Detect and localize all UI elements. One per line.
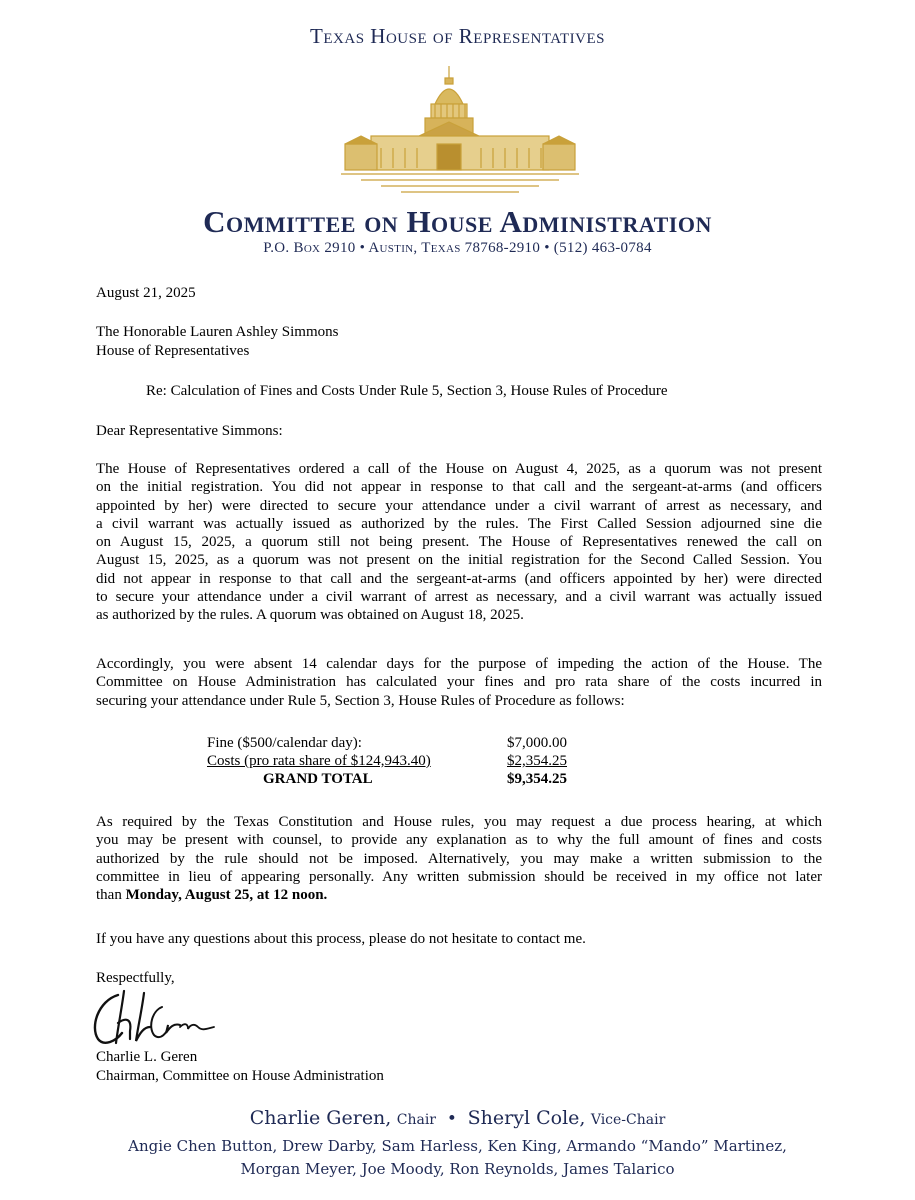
paragraph-2 [96, 655, 822, 710]
fine-row [207, 734, 567, 752]
signer-name: Charlie L. Geren [96, 1049, 198, 1065]
paragraph-1 [96, 460, 822, 625]
response-deadline: Monday, August 25, at 12 noon. [125, 887, 328, 904]
paragraph-3-prefix: than [96, 887, 122, 904]
paragraph-3-line: authorized by the rule should not be imposed. Alternatively, you may make a written submission to the [96, 850, 822, 867]
committee-title: Committee on House Administration [203, 204, 712, 239]
signature [88, 987, 218, 1049]
costs-label: Costs (pro rata share of $124,943.40) [207, 753, 431, 769]
paragraph-1-line: on the initial registration. You did not appear in response to that call and the sergeant-at-arms (and officers [96, 479, 822, 496]
chair-name: Charlie Geren, [249, 1107, 392, 1129]
paragraph-3-line: you may be present with counsel, to provide any explanation as to why the full amount of fines and costs [96, 832, 822, 849]
vice-chair-role: Vice-Chair [590, 1112, 666, 1128]
subject-line: Re: Calculation of Fines and Costs Under Rule 5, Section 3, House Rules of Procedure [146, 383, 668, 399]
footer-separator: • [446, 1109, 457, 1129]
members-line-1: Angie Chen Button, Drew Darby, Sam Harless, Ken King, Armando “Mando” Martinez, [128, 1137, 787, 1155]
paragraph-1-line: a civil warrant was actually issued as authorized by the rules. The First Called Session adjourned sine die [96, 515, 822, 532]
members-line-2: Morgan Meyer, Joe Moody, Ron Reynolds, James Talarico [240, 1160, 675, 1178]
total-row [207, 770, 567, 788]
paragraph-3-line [96, 886, 822, 904]
committee-address: P.O. Box 2910 • Austin, Texas 78768-2910 • (512) 463-0784 [263, 240, 652, 256]
footer-chairs [0, 1107, 915, 1129]
letter-date: August 21, 2025 [96, 285, 196, 301]
closing: Respectfully, [96, 970, 175, 986]
fees-table [207, 734, 567, 788]
paragraph-2-line: securing your attendance under Rule 5, Section 3, House Rules of Procedure as follows: [96, 692, 625, 709]
chair-role: Chair [396, 1112, 436, 1128]
paragraph-1-line: appointed by her) were directed to secure your attendance under a civil warrant of arrest as necessary, and [96, 497, 822, 514]
paragraph-3-line: committee in lieu of appearing personally. Any written submission should be received in my office not later [96, 868, 822, 885]
salutation: Dear Representative Simmons: [96, 423, 283, 439]
paragraph-1-line: as authorized by the rules. A quorum was obtained on August 18, 2025. [96, 607, 524, 624]
vice-chair-name: Sheryl Cole, [467, 1107, 586, 1129]
paragraph-1-line: The House of Representatives ordered a call of the House on August 4, 2025, as a quorum was not present [96, 461, 822, 477]
footer-members [0, 1135, 915, 1181]
paragraph-1-line: on August 15, 2025, a quorum still not being present. The House of Representatives renewed the call on [96, 534, 822, 551]
paragraph-1-line: to secure your attendance under a civil warrant of arrest as necessary, and a civil warrant was actually issued [96, 589, 822, 606]
fine-label: Fine ($500/calendar day): [207, 735, 362, 751]
capitol-building-icon [341, 64, 579, 196]
house-title: Texas House of Representatives [310, 24, 605, 48]
paragraph-3 [96, 813, 822, 904]
signer-title: Chairman, Committee on House Administration [96, 1068, 384, 1084]
paragraph-4: If you have any questions about this process, please do not hesitate to contact me. [96, 931, 586, 947]
fine-amount: $7,000.00 [507, 735, 567, 751]
recipient-name: The Honorable Lauren Ashley Simmons [96, 324, 339, 340]
paragraph-2-line: Committee on House Administration has calculated your fines and pro rata share of the costs incurred in [96, 674, 822, 691]
paragraph-2-line: Accordingly, you were absent 14 calendar days for the purpose of impeding the action of the House. The [96, 656, 822, 672]
paragraph-1-line: August 15, 2025, as a quorum was not present on the initial registration for the Second Called Session. You [96, 552, 822, 569]
paragraph-1-line: did not appear in response to that call and the sergeant-at-arms (and officers appointed by her) were directed [96, 570, 822, 587]
recipient-body: House of Representatives [96, 343, 250, 359]
total-amount: $9,354.25 [507, 771, 567, 787]
total-label: GRAND TOTAL [263, 771, 373, 787]
paragraph-3-line: As required by the Texas Constitution and House rules, you may request a due process hearing, at which [96, 814, 822, 830]
costs-row [207, 752, 567, 770]
costs-amount: $2,354.25 [507, 753, 567, 769]
